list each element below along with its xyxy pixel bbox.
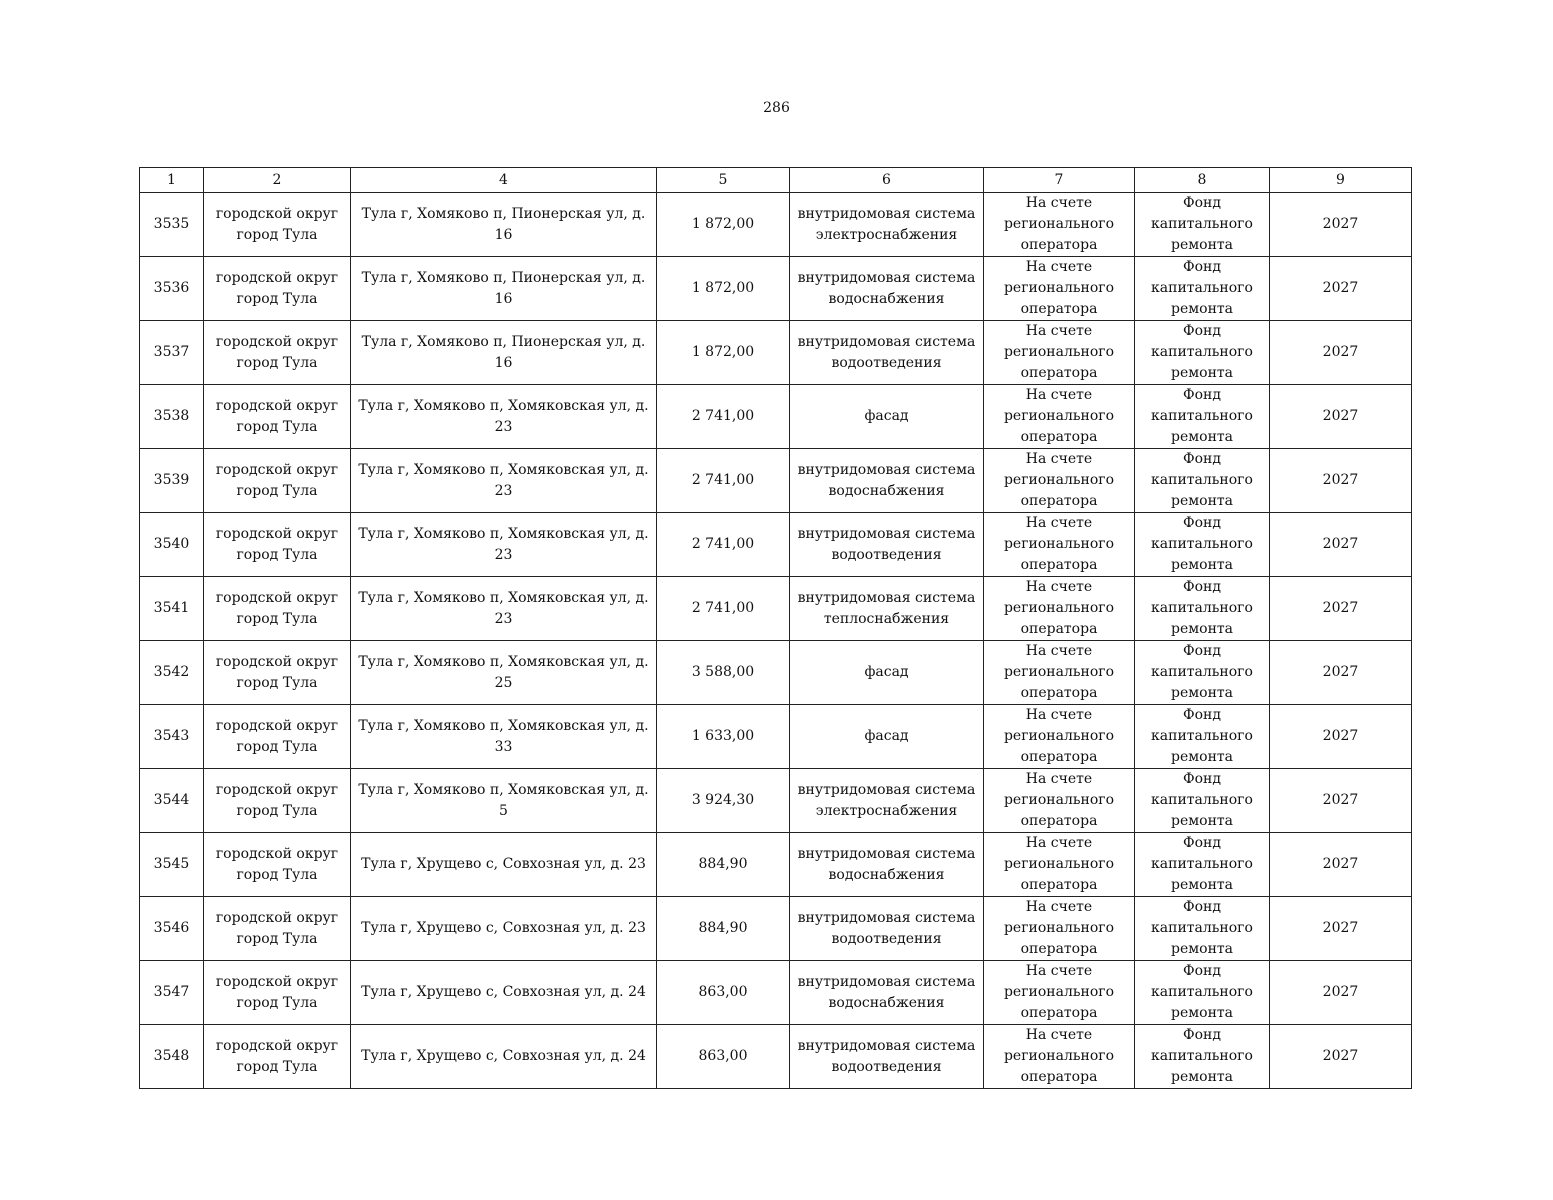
column-header: 9 [1270, 168, 1412, 193]
area-cell: 3 588,00 [657, 641, 790, 705]
area-cell: 863,00 [657, 961, 790, 1025]
row-number-cell: 3540 [140, 513, 204, 577]
address-cell: Тула г, Хрущево с, Совхозная ул, д. 23 [351, 833, 657, 897]
table-row [140, 961, 1412, 1025]
table-row [140, 321, 1412, 385]
address-cell: Тула г, Хомяково п, Хомяковская ул, д. 25 [351, 641, 657, 705]
address-cell: Тула г, Хрущево с, Совхозная ул, д. 24 [351, 1025, 657, 1089]
row-number-cell: 3544 [140, 769, 204, 833]
address-cell: Тула г, Хомяково п, Пионерская ул, д. 16 [351, 321, 657, 385]
work-type-cell: внутридомовая система теплоснабжения [790, 577, 984, 641]
table-row [140, 513, 1412, 577]
year-cell: 2027 [1270, 385, 1412, 449]
year-cell: 2027 [1270, 833, 1412, 897]
table-row [140, 641, 1412, 705]
table-row [140, 769, 1412, 833]
header-row [140, 168, 1412, 193]
area-cell: 1 872,00 [657, 257, 790, 321]
fund-cell: Фонд капитального ремонта [1135, 1025, 1270, 1089]
fund-cell: Фонд капитального ремонта [1135, 513, 1270, 577]
year-cell: 2027 [1270, 961, 1412, 1025]
address-cell: Тула г, Хрущево с, Совхозная ул, д. 23 [351, 897, 657, 961]
fund-cell: Фонд капитального ремонта [1135, 897, 1270, 961]
year-cell: 2027 [1270, 1025, 1412, 1089]
year-cell: 2027 [1270, 577, 1412, 641]
table-row [140, 577, 1412, 641]
municipality-cell: городской округ город Тула [204, 321, 351, 385]
account-method-cell: На счете регионального оператора [984, 897, 1135, 961]
address-cell: Тула г, Хомяково п, Хомяковская ул, д. 33 [351, 705, 657, 769]
column-header: 5 [657, 168, 790, 193]
fund-cell: Фонд капитального ремонта [1135, 961, 1270, 1025]
work-type-cell: внутридомовая система водоотведения [790, 897, 984, 961]
column-header: 1 [140, 168, 204, 193]
municipality-cell: городской округ город Тула [204, 513, 351, 577]
account-method-cell: На счете регионального оператора [984, 1025, 1135, 1089]
address-cell: Тула г, Хомяково п, Хомяковская ул, д. 23 [351, 449, 657, 513]
table-row [140, 449, 1412, 513]
fund-cell: Фонд капитального ремонта [1135, 257, 1270, 321]
row-number-cell: 3538 [140, 385, 204, 449]
year-cell: 2027 [1270, 897, 1412, 961]
municipality-cell: городской округ город Тула [204, 961, 351, 1025]
municipality-cell: городской округ город Тула [204, 1025, 351, 1089]
fund-cell: Фонд капитального ремонта [1135, 833, 1270, 897]
year-cell: 2027 [1270, 257, 1412, 321]
municipality-cell: городской округ город Тула [204, 577, 351, 641]
area-cell: 2 741,00 [657, 449, 790, 513]
fund-cell: Фонд капитального ремонта [1135, 449, 1270, 513]
area-cell: 2 741,00 [657, 385, 790, 449]
work-type-cell: внутридомовая система электроснабжения [790, 193, 984, 257]
table-row [140, 833, 1412, 897]
row-number-cell: 3539 [140, 449, 204, 513]
account-method-cell: На счете регионального оператора [984, 577, 1135, 641]
municipality-cell: городской округ город Тула [204, 641, 351, 705]
year-cell: 2027 [1270, 769, 1412, 833]
fund-cell: Фонд капитального ремонта [1135, 577, 1270, 641]
year-cell: 2027 [1270, 641, 1412, 705]
year-cell: 2027 [1270, 193, 1412, 257]
address-cell: Тула г, Хомяково п, Хомяковская ул, д. 23 [351, 385, 657, 449]
municipality-cell: городской округ город Тула [204, 449, 351, 513]
municipality-cell: городской округ город Тула [204, 833, 351, 897]
row-number-cell: 3547 [140, 961, 204, 1025]
table-row [140, 385, 1412, 449]
work-type-cell: фасад [790, 385, 984, 449]
area-cell: 3 924,30 [657, 769, 790, 833]
address-cell: Тула г, Хомяково п, Пионерская ул, д. 16 [351, 257, 657, 321]
account-method-cell: На счете регионального оператора [984, 193, 1135, 257]
account-method-cell: На счете регионального оператора [984, 833, 1135, 897]
fund-cell: Фонд капитального ремонта [1135, 385, 1270, 449]
work-type-cell: внутридомовая система электроснабжения [790, 769, 984, 833]
row-number-cell: 3536 [140, 257, 204, 321]
page-number: 286 [763, 100, 790, 116]
address-cell: Тула г, Хомяково п, Пионерская ул, д. 16 [351, 193, 657, 257]
fund-cell: Фонд капитального ремонта [1135, 641, 1270, 705]
account-method-cell: На счете регионального оператора [984, 769, 1135, 833]
work-type-cell: фасад [790, 705, 984, 769]
capital-repair-table [139, 167, 1412, 1089]
row-number-cell: 3543 [140, 705, 204, 769]
account-method-cell: На счете регионального оператора [984, 321, 1135, 385]
area-cell: 1 633,00 [657, 705, 790, 769]
area-cell: 1 872,00 [657, 193, 790, 257]
account-method-cell: На счете регионального оператора [984, 641, 1135, 705]
year-cell: 2027 [1270, 513, 1412, 577]
column-header: 8 [1135, 168, 1270, 193]
column-header: 4 [351, 168, 657, 193]
column-header: 7 [984, 168, 1135, 193]
fund-cell: Фонд капитального ремонта [1135, 769, 1270, 833]
account-method-cell: На счете регионального оператора [984, 961, 1135, 1025]
row-number-cell: 3537 [140, 321, 204, 385]
municipality-cell: городской округ город Тула [204, 193, 351, 257]
area-cell: 2 741,00 [657, 577, 790, 641]
municipality-cell: городской округ город Тула [204, 257, 351, 321]
year-cell: 2027 [1270, 321, 1412, 385]
table-row [140, 257, 1412, 321]
row-number-cell: 3535 [140, 193, 204, 257]
account-method-cell: На счете регионального оператора [984, 705, 1135, 769]
work-type-cell: внутридомовая система водоснабжения [790, 449, 984, 513]
fund-cell: Фонд капитального ремонта [1135, 193, 1270, 257]
fund-cell: Фонд капитального ремонта [1135, 705, 1270, 769]
year-cell: 2027 [1270, 705, 1412, 769]
address-cell: Тула г, Хомяково п, Хомяковская ул, д. 23 [351, 577, 657, 641]
row-number-cell: 3545 [140, 833, 204, 897]
area-cell: 2 741,00 [657, 513, 790, 577]
municipality-cell: городской округ город Тула [204, 705, 351, 769]
row-number-cell: 3541 [140, 577, 204, 641]
fund-cell: Фонд капитального ремонта [1135, 321, 1270, 385]
address-cell: Тула г, Хрущево с, Совхозная ул, д. 24 [351, 961, 657, 1025]
table-row [140, 1025, 1412, 1089]
account-method-cell: На счете регионального оператора [984, 449, 1135, 513]
account-method-cell: На счете регионального оператора [984, 385, 1135, 449]
row-number-cell: 3542 [140, 641, 204, 705]
account-method-cell: На счете регионального оператора [984, 513, 1135, 577]
work-type-cell: внутридомовая система водоотведения [790, 513, 984, 577]
column-header: 2 [204, 168, 351, 193]
work-type-cell: внутридомовая система водоснабжения [790, 961, 984, 1025]
work-type-cell: фасад [790, 641, 984, 705]
work-type-cell: внутридомовая система водоотведения [790, 321, 984, 385]
address-cell: Тула г, Хомяково п, Хомяковская ул, д. 5 [351, 769, 657, 833]
area-cell: 884,90 [657, 833, 790, 897]
area-cell: 863,00 [657, 1025, 790, 1089]
row-number-cell: 3548 [140, 1025, 204, 1089]
row-number-cell: 3546 [140, 897, 204, 961]
table-row [140, 193, 1412, 257]
table-row [140, 705, 1412, 769]
area-cell: 1 872,00 [657, 321, 790, 385]
table-row [140, 897, 1412, 961]
area-cell: 884,90 [657, 897, 790, 961]
year-cell: 2027 [1270, 449, 1412, 513]
column-header: 6 [790, 168, 984, 193]
municipality-cell: городской округ город Тула [204, 385, 351, 449]
account-method-cell: На счете регионального оператора [984, 257, 1135, 321]
table-body [140, 193, 1412, 1089]
municipality-cell: городской округ город Тула [204, 769, 351, 833]
address-cell: Тула г, Хомяково п, Хомяковская ул, д. 23 [351, 513, 657, 577]
work-type-cell: внутридомовая система водоснабжения [790, 833, 984, 897]
municipality-cell: городской округ город Тула [204, 897, 351, 961]
work-type-cell: внутридомовая система водоотведения [790, 1025, 984, 1089]
work-type-cell: внутридомовая система водоснабжения [790, 257, 984, 321]
